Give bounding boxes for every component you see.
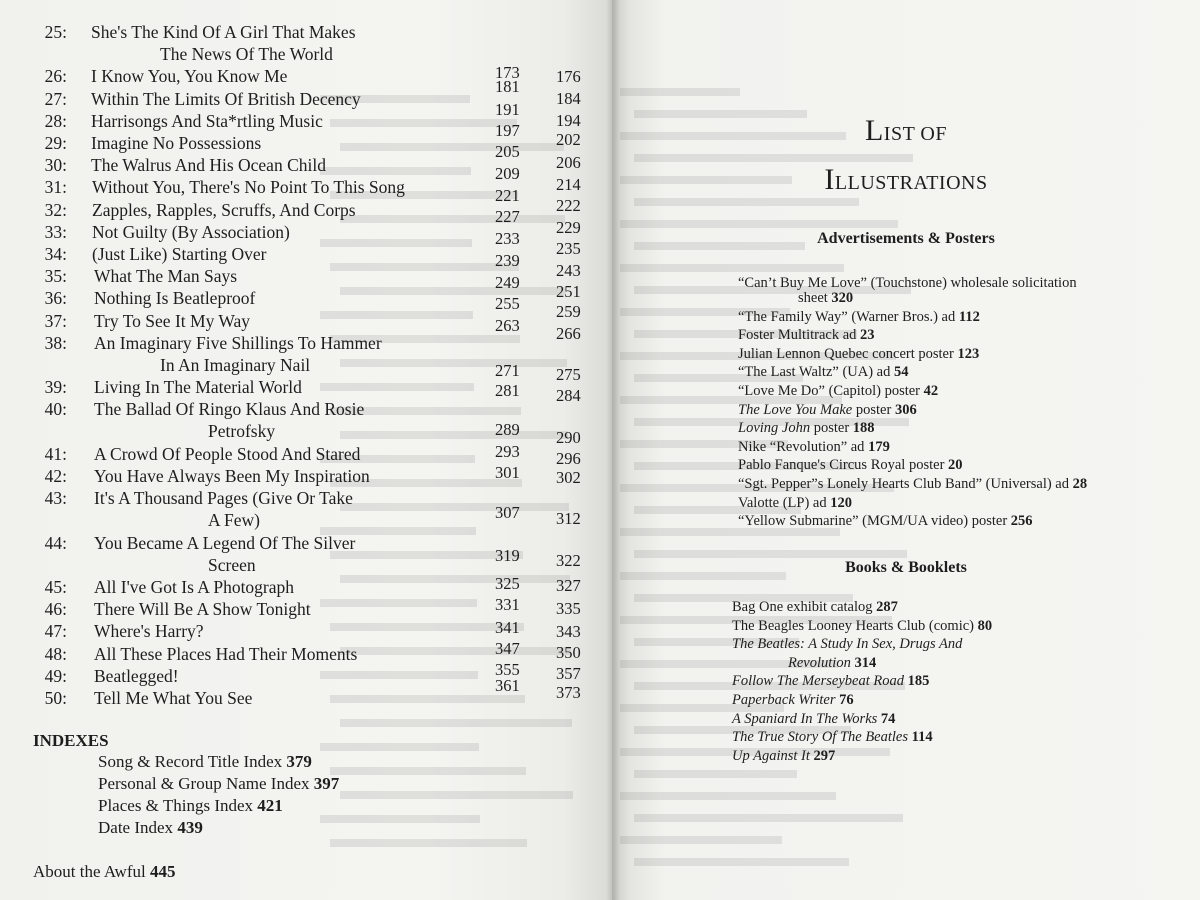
chapter-start-page: 307 [495,503,520,522]
chapter-start-page: 347 [495,639,520,658]
entry-text: poster [810,420,853,437]
show-through-line [620,792,836,800]
entry-page: 80 [977,617,993,634]
entry-page: 76 [839,692,854,708]
chapter-number: 41: [44,443,67,464]
list-item [738,475,1087,493]
chapter-start-page: 341 [495,618,520,637]
index-entry [98,752,312,772]
chapter-number: 48: [44,643,67,664]
chapter-title: Where's Harry? [94,621,204,642]
entry-text: Paperback Writer [732,692,836,708]
chapter-title: The News Of The World [160,44,333,64]
show-through-line [320,671,478,679]
index-label: Date Index [98,818,174,837]
list-title-line-1: LIST OF [864,114,948,147]
index-page: 439 [177,818,203,837]
list-item [732,691,854,709]
chapter-end-page: 184 [556,89,581,108]
list-title-line-2: ILLUSTRATIONS [824,163,988,196]
chapter-title: Harrisongs And Sta*rtling Music [91,110,323,131]
list-item [738,419,875,437]
chapter-number: 45: [44,577,67,597]
entry-page: 320 [831,290,854,306]
chapter-end-page: 243 [556,261,581,280]
chapter-end-page: 373 [556,683,581,702]
show-through-line [634,770,797,778]
entry-page: 179 [868,438,890,455]
entry-text: The Beagles Looney Hearts Club (comic) [732,617,978,634]
book-gutter [606,0,620,900]
list-item [738,512,1033,530]
show-through-line [634,198,859,206]
show-through-line [340,215,565,223]
chapter-start-page: 239 [495,251,520,270]
show-through-line [620,220,898,228]
entry-text: The Love You Make [738,401,853,418]
entry-page: 256 [1010,513,1033,530]
index-label: Song & Record Title Index [98,752,283,771]
chapter-number: 26: [44,66,67,87]
chapter-title: (Just Like) Starting Over [92,244,267,264]
entry-text: The True Story Of The Beatles [732,729,909,746]
show-through-line [620,836,782,844]
chapter-number: 37: [44,310,67,331]
show-through-line [340,431,568,439]
entry-text: Revolution [788,654,851,671]
chapter-start-page: 205 [495,142,520,161]
list-item [732,728,933,746]
show-through-line [320,311,473,319]
index-label: Places & Things Index [98,796,254,815]
show-through-line [330,839,527,847]
entry-page: 74 [880,710,896,727]
show-through-line [320,239,472,247]
chapter-number: 40: [44,399,67,420]
chapter-end-page: 214 [556,175,581,194]
entry-text: Julian Lennon Quebec concert poster [738,345,958,362]
entry-page: 28 [1072,476,1088,492]
chapter-end-page: 290 [556,428,581,447]
chapter-title: Without You, There's No Point To This Song [92,177,405,198]
show-through-line [340,575,570,583]
list-item [738,363,908,381]
index-page: 397 [313,774,340,793]
show-through-line [330,263,519,271]
show-through-line [620,264,844,272]
chapter-start-page: 293 [495,442,520,461]
chapter-end-page: 275 [556,365,581,384]
section-heading: Advertisements & Posters [817,230,995,247]
chapter-number: 29: [44,133,67,153]
show-through-line [320,167,471,175]
chapter-number: 32: [44,199,67,220]
chapter-start-page: 271 [495,361,520,380]
list-item [732,747,835,765]
list-item [738,308,980,326]
chapter-end-page: 194 [556,111,581,130]
chapter-start-page: 355 [495,660,520,679]
show-through-line [340,791,573,799]
chapter-title: An Imaginary Five Shillings To Hammer [94,332,382,353]
entry-page: 54 [893,364,909,381]
chapter-start-page: 281 [495,381,520,400]
entry-page: 20 [948,457,963,474]
chapter-end-page: 343 [556,622,581,641]
chapter-start-page: 319 [495,546,520,565]
show-through-line [340,503,569,511]
show-through-line [330,695,525,703]
chapter-title: There Will Be A Show Tonight [94,599,311,620]
entry-page: 112 [958,308,980,325]
entry-text: “Sgt. Pepper”s Lonely Hearts Club Band” (Universal) ad [738,476,1073,492]
chapter-title: All These Places Had Their Moments [94,643,358,664]
index-label: Personal & Group Name Index [98,774,310,793]
entry-page: 306 [894,401,917,418]
chapter-end-page: 284 [556,386,581,405]
entry-page: 114 [911,729,933,746]
index-entry [98,818,203,838]
chapter-title: Zapples, Rapples, Scruffs, And Corps [92,199,356,220]
chapter-start-page: 361 [495,676,520,695]
index-page: 421 [257,796,283,815]
entry-text: Valotte (LP) ad [738,494,831,511]
entry-text: Foster Multitrack ad [738,327,861,344]
show-through-line [634,154,913,162]
chapter-number: 34: [44,244,67,264]
chapter-end-page: 322 [556,551,581,570]
list-item [738,401,917,419]
chapter-end-page: 259 [556,302,581,321]
chapter-title: A Few) [208,510,261,531]
chapter-title: Beatlegged! [94,665,179,686]
entry-text: A Spaniard In The Works [732,710,878,727]
chapter-start-page: 181 [495,77,520,96]
chapter-end-page: 176 [556,67,581,86]
chapter-start-page: 249 [495,273,520,292]
entry-page: 23 [860,327,875,344]
show-through-line [340,647,571,655]
list-item [738,438,890,456]
chapter-title: The Ballad Of Ringo Klaus And Rosie [94,399,365,420]
chapter-end-page: 357 [556,664,581,683]
chapter-number: 49: [44,665,67,686]
chapter-title: Imagine No Possessions [91,133,262,153]
entry-text: “The Last Waltz” (UA) ad [738,364,894,381]
chapter-end-page: 206 [556,153,581,172]
chapter-number: 44: [44,532,67,553]
chapter-number: 42: [44,466,67,486]
entry-page: 314 [854,654,877,671]
chapter-title: Petrofsky [208,421,276,442]
chapter-title: Tell Me What You See [94,688,253,708]
chapter-end-page: 266 [556,324,581,343]
chapter-end-page: 350 [556,643,581,662]
entry-page: 42 [923,383,939,399]
chapter-number: 28: [44,110,67,131]
chapter-title: What The Man Says [94,266,238,287]
list-item [798,289,853,307]
chapter-title: I Know You, You Know Me [91,66,288,87]
about-entry [33,862,175,882]
chapter-title: Nothing Is Beatleproof [94,288,256,309]
chapter-title: All I've Got Is A Photograph [94,577,295,597]
show-through-line [634,550,907,558]
list-item [738,456,963,474]
section-heading: Books & Booklets [845,559,967,576]
list-item [738,326,875,344]
chapter-start-page: 255 [495,294,520,313]
index-entry [98,774,339,794]
entry-text: Bag One exhibit catalog [732,599,877,615]
chapter-number: 30: [44,155,67,176]
chapter-number: 36: [44,288,67,309]
chapter-title: Not Guilty (By Association) [92,221,290,242]
entry-text: Pablo Fanque's Circus Royal poster [738,457,949,474]
list-item [788,654,876,672]
show-through-line [320,743,479,751]
chapter-title: Try To See It My Way [94,310,251,331]
show-through-line [634,814,903,822]
chapter-start-page: 301 [495,463,520,482]
chapter-number: 33: [44,221,67,242]
chapter-number: 25: [44,22,67,42]
show-through-line [330,119,517,127]
show-through-line [340,719,572,727]
entry-text: Follow The Merseybeat Road [732,673,904,690]
chapter-title: Screen [208,554,256,575]
index-entry [98,796,283,816]
chapter-end-page: 335 [556,599,581,618]
list-item [732,617,992,635]
chapter-title: The Walrus And His Ocean Child [91,155,326,176]
chapter-start-page: 325 [495,574,520,593]
entry-text: “Love Me Do” (Capitol) poster [738,383,924,399]
entry-text: “Can’t Buy Me Love” (Touchstone) wholesale solicitation [738,275,1077,291]
entry-text: poster [852,401,895,418]
chapter-start-page: 289 [495,420,520,439]
list-item [738,345,979,363]
show-through-line [320,599,477,607]
chapter-number: 50: [44,688,67,708]
entry-text: Up Against It [732,747,810,764]
show-through-line [340,143,564,151]
entry-page: 188 [852,420,875,437]
chapter-end-page: 302 [556,468,581,487]
chapter-end-page: 235 [556,239,581,258]
chapter-start-page: 227 [495,207,520,226]
chapter-end-page: 327 [556,576,581,595]
chapter-start-page: 221 [495,186,520,205]
chapter-number: 47: [44,621,67,642]
chapter-number: 46: [44,599,67,620]
show-through-line [320,815,480,823]
chapter-end-page: 222 [556,196,581,215]
entry-text: sheet [798,290,832,306]
chapter-start-page: 331 [495,595,520,614]
chapter-number: 43: [44,488,67,509]
chapter-end-page: 202 [556,130,581,149]
chapter-title: In An Imaginary Nail [160,354,311,375]
list-item [732,710,895,728]
chapter-end-page: 312 [556,509,581,528]
entry-text: Loving John [738,420,811,437]
right-page [612,0,1200,900]
entry-page: 123 [957,345,980,362]
chapter-end-page: 296 [556,449,581,468]
entry-text: The Beatles: A Study In Sex, Drugs And [732,636,963,653]
chapter-start-page: 233 [495,229,520,248]
entry-page: 287 [876,599,898,615]
list-item [738,382,938,400]
show-through-line [330,767,526,775]
entry-text: “The Family Way” (Warner Bros.) ad [738,308,959,325]
entry-page: 120 [830,494,852,511]
chapter-title: Within The Limits Of British Decency [91,88,361,109]
chapter-start-page: 191 [495,100,520,119]
chapter-start-page: 173 [495,63,520,82]
show-through-line [320,383,474,391]
list-item [738,274,1077,292]
chapter-number: 31: [44,177,67,198]
indexes-heading: INDEXES [33,731,109,750]
show-through-line [340,359,567,367]
chapter-end-page: 229 [556,218,581,237]
chapter-start-page: 209 [495,164,520,183]
chapter-title: You Became A Legend Of The Silver [94,532,356,553]
chapter-number: 39: [44,377,67,398]
show-through-line [340,287,566,295]
index-page: 379 [286,752,312,771]
list-item [738,494,852,512]
chapter-title: Living In The Material World [94,377,302,398]
list-item [732,598,898,616]
chapter-title: A Crowd Of People Stood And Stared [94,443,361,464]
entry-page: 185 [907,673,930,690]
list-item [732,635,962,653]
chapter-title: She's The Kind Of A Girl That Makes [91,22,356,42]
list-item [732,672,929,690]
chapter-end-page: 251 [556,282,581,301]
show-through-line [634,858,849,866]
chapter-start-page: 263 [495,316,520,335]
about-page: 445 [149,862,176,881]
show-through-line [620,88,740,96]
chapter-title: You Have Always Been My Inspiration [94,466,370,486]
about-label: About the Awful [33,862,146,881]
chapter-title: It's A Thousand Pages (Give Or Take [94,488,353,509]
entry-page: 297 [813,747,836,764]
chapter-start-page: 197 [495,121,520,140]
chapter-number: 35: [44,266,67,287]
chapter-number: 38: [44,332,67,353]
entry-text: Nike “Revolution” ad [738,438,869,455]
entry-text: “Yellow Submarine” (MGM/UA video) poster [738,513,1011,530]
chapter-number: 27: [44,88,67,109]
